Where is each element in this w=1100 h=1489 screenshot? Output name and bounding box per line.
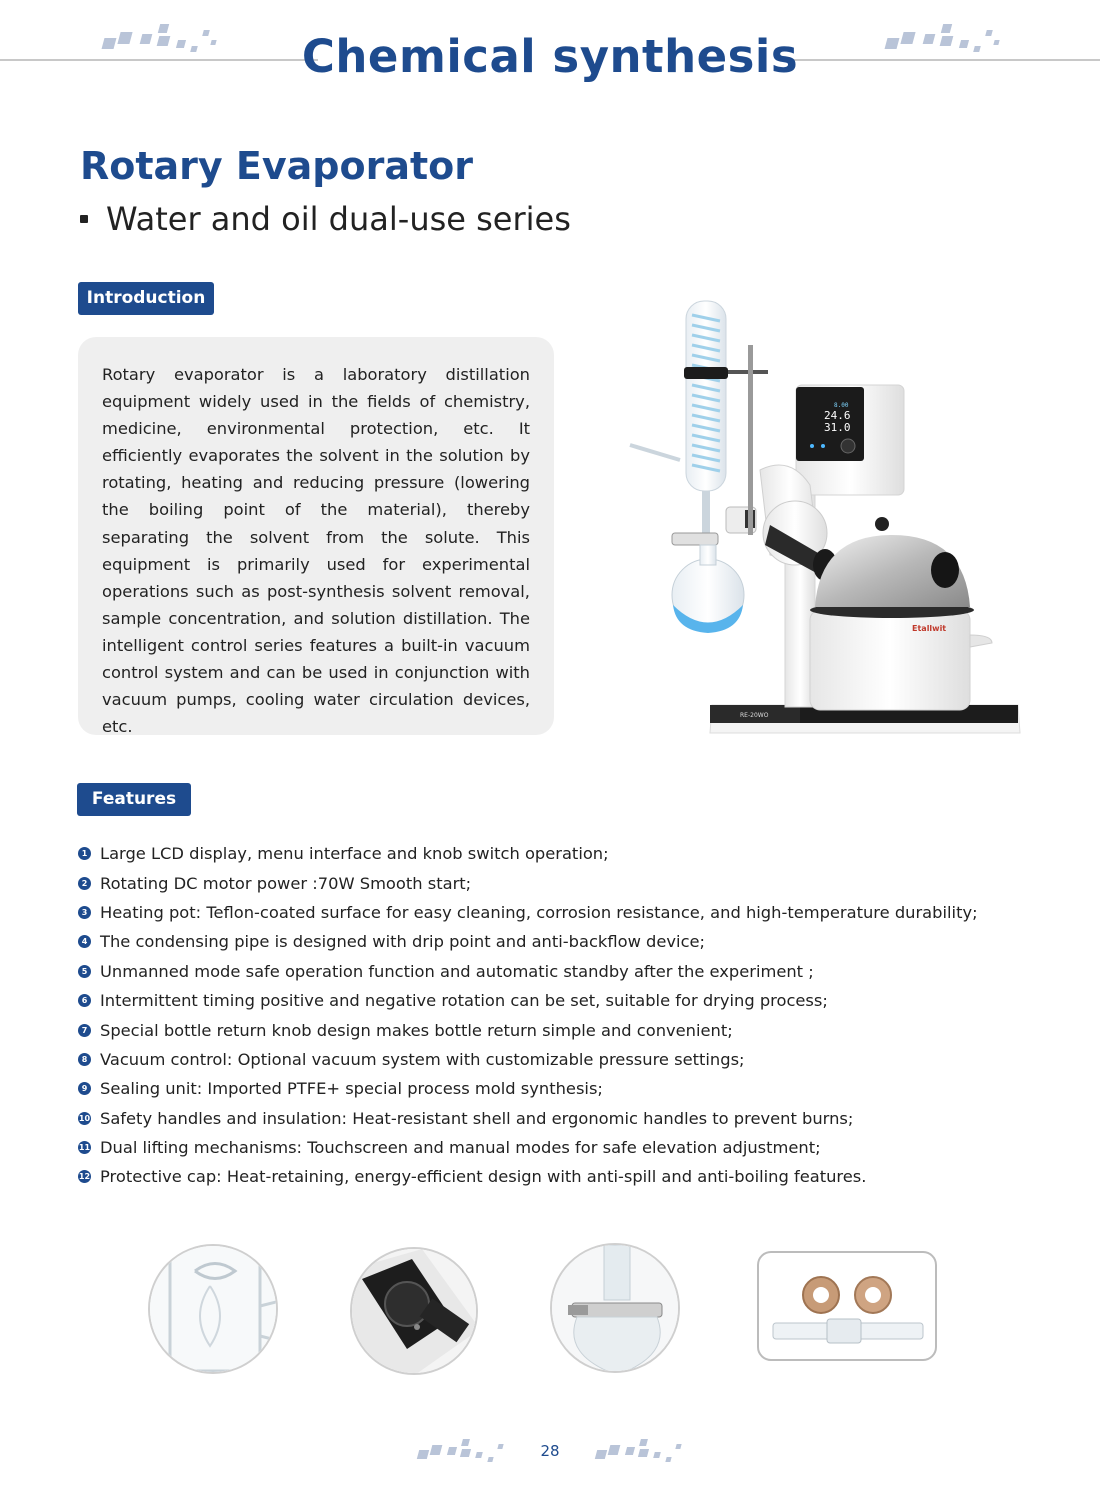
number-badge-icon: 9: [78, 1082, 91, 1095]
number-badge-icon: 10: [78, 1113, 91, 1123]
feature-text: Heating pot: Teflon-coated surface for easy cleaning, corrosion resistance, and high-temperature durability;: [100, 902, 978, 922]
introduction-text: Rotary evaporator is a laboratory distillation equipment widely used in the fields of chemistry, medicine, environmental protection, etc. It efficiently evaporates the solvent in the solution by rotating, heating and reducing pressure (lowering the boiling point of the material), thereby separating the solvent from the solute. This equipment is primarily used for experimental operations such as post-synthesis solvent removal, sample concentration, and solution distillation. The intelligent control series features a built-in vacuum control system and can be used in conjunction with vacuum pumps, cooling water circulation devices, etc.: [102, 365, 530, 737]
number-badge-icon: 4: [78, 935, 91, 948]
number-badge-icon: 6: [78, 994, 91, 1007]
connector-icon: [352, 1249, 478, 1375]
feature-text: Safety handles and insulation: Heat-resistant shell and ergonomic handles to prevent burns;: [100, 1108, 854, 1128]
feature-text: Intermittent timing positive and negative rotation can be set, suitable for drying process;: [100, 991, 828, 1011]
brand-logo: Etallwit: [912, 624, 947, 633]
detail-image-connector: [350, 1247, 478, 1375]
list-item: [78, 957, 1078, 986]
list-item: [78, 1045, 1078, 1074]
glassware-icon: [150, 1246, 278, 1374]
clamp-icon: [552, 1245, 680, 1373]
number-badge-icon: 1: [78, 847, 91, 860]
detail-image-condenser: [148, 1244, 278, 1374]
list-item: [78, 1074, 1078, 1103]
introduction-panel: [78, 337, 554, 735]
detail-image-seals: [757, 1251, 937, 1361]
feature-text: The condensing pipe is designed with drip point and anti-backflow device;: [100, 932, 706, 952]
page-title: Chemical synthesis: [301, 30, 799, 83]
number-badge-icon: 12: [78, 1172, 91, 1182]
number-badge-icon: 11: [78, 1143, 91, 1153]
features-list: [78, 839, 1078, 1192]
model-label: RE-20WO: [740, 712, 769, 719]
list-item: [78, 868, 1078, 897]
footer-decor-right: [596, 1438, 686, 1464]
rotary-evaporator-illustration: [620, 295, 1025, 750]
display-value-3: 31.0: [824, 421, 851, 434]
list-item: [78, 927, 1078, 956]
display-value-2: 24.6: [824, 409, 851, 422]
feature-text: Large LCD display, menu interface and knob switch operation;: [100, 844, 609, 864]
series-subtitle: [80, 200, 571, 238]
list-item: [78, 898, 1078, 927]
display-value-1: 8.00: [834, 402, 849, 409]
number-badge-icon: 2: [78, 877, 91, 890]
seal-rings-icon: [759, 1253, 935, 1359]
features-tag: Features: [77, 783, 191, 816]
page-number: 28: [540, 1442, 560, 1460]
list-item: [78, 839, 1078, 868]
feature-text: Unmanned mode safe operation function and automatic standby after the experiment ;: [100, 961, 814, 981]
detail-image-clamp: [550, 1243, 680, 1373]
number-badge-icon: 8: [78, 1053, 91, 1066]
list-item: [78, 986, 1078, 1015]
list-item: [78, 1133, 1078, 1162]
number-badge-icon: 7: [78, 1024, 91, 1037]
feature-text: Sealing unit: Imported PTFE+ special process mold synthesis;: [100, 1079, 603, 1099]
bullet-icon: [80, 215, 88, 223]
feature-text: Dual lifting mechanisms: Touchscreen and manual modes for safe elevation adjustment;: [100, 1138, 821, 1158]
series-text: Water and oil dual-use series: [106, 200, 571, 238]
number-badge-icon: 5: [78, 965, 91, 978]
introduction-tag: Introduction: [78, 282, 214, 315]
footer-decor-left: [418, 1438, 508, 1464]
list-item: [78, 1104, 1078, 1133]
feature-text: Protective cap: Heat-retaining, energy-efficient design with anti-spill and anti-boiling features.: [100, 1167, 867, 1187]
product-title: Rotary Evaporator: [80, 144, 473, 188]
list-item: [78, 1015, 1078, 1044]
product-image: [620, 295, 1025, 750]
list-item: [78, 1162, 1078, 1191]
number-badge-icon: 3: [78, 906, 91, 919]
feature-text: Rotating DC motor power :70W Smooth start;: [100, 873, 472, 893]
feature-text: Special bottle return knob design makes bottle return simple and convenient;: [100, 1020, 733, 1040]
feature-text: Vacuum control: Optional vacuum system with customizable pressure settings;: [100, 1049, 745, 1069]
